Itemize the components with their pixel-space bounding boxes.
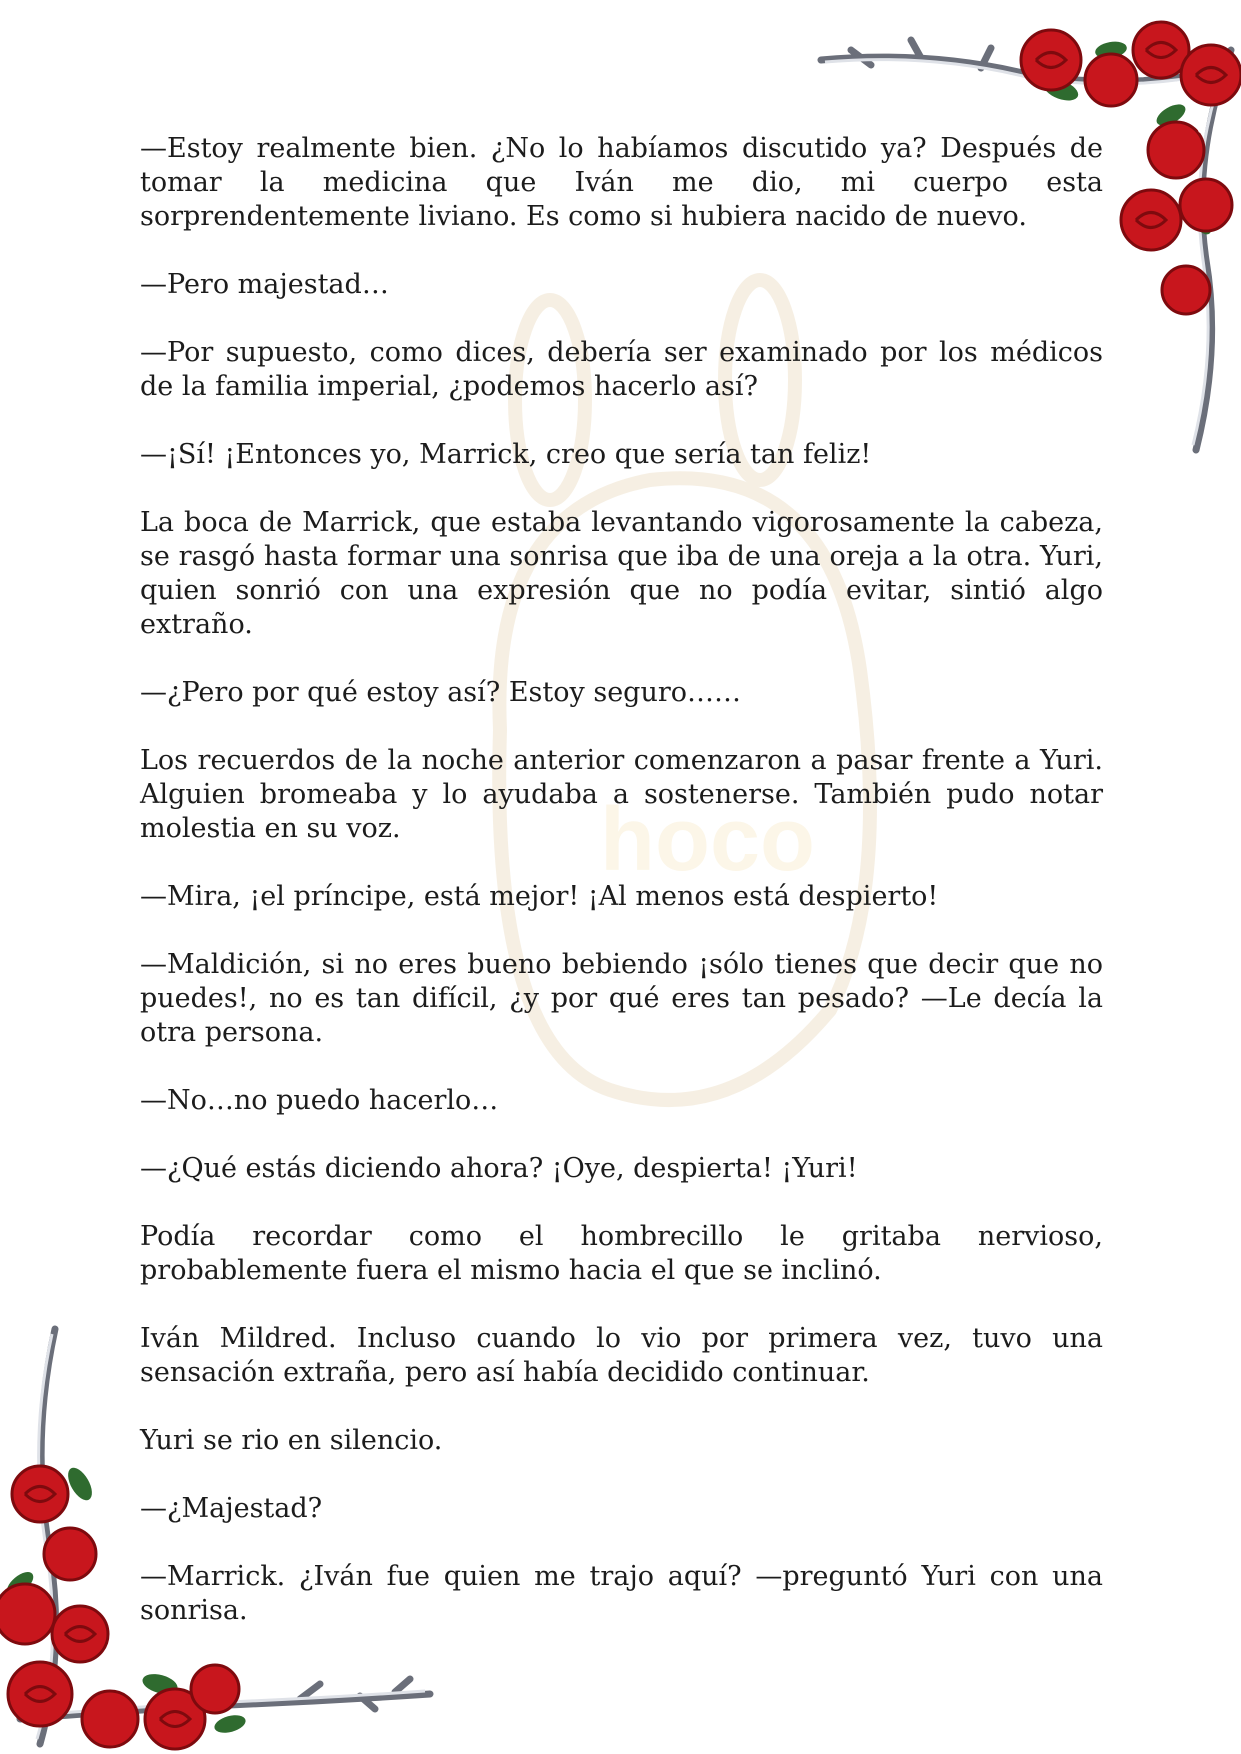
paragraph: Los recuerdos de la noche anterior comenzaron a pasar frente a Yuri. Alguien bromeaba y lo ayudaba a sostenerse. También pudo notar molestia en su voz.	[140, 745, 1103, 844]
paragraph: —¿Pero por qué estoy así? Estoy seguro……	[140, 677, 742, 708]
paragraph: —Estoy realmente bien. ¿No lo habíamos discutido ya? Después de tomar la medicina que Iván me dio, mi cuerpo esta sorprendentemente liviano. Es como si hubiera nacido de nuevo.	[140, 133, 1103, 232]
paragraph: —¿Majestad?	[140, 1493, 323, 1524]
paragraph: Podía recordar como el hombrecillo le gritaba nervioso, probablemente fuera el mismo hacia el que se inclinó.	[140, 1221, 1103, 1286]
paragraph: Yuri se rio en silencio.	[140, 1425, 443, 1456]
paragraph: —¡Sí! ¡Entonces yo, Marrick, creo que sería tan feliz!	[140, 439, 872, 470]
paragraph: —Pero majestad…	[140, 269, 389, 300]
svg-text:hoco: hoco	[600, 790, 815, 890]
paragraph: —Marrick. ¿Iván fue quien me trajo aquí? —preguntó Yuri con una sonrisa.	[140, 1561, 1103, 1626]
paragraph: —Por supuesto, como dices, debería ser examinado por los médicos de la familia imperial, ¿podemos hacerlo así?	[140, 337, 1103, 402]
paragraph: —Mira, ¡el príncipe, está mejor! ¡Al menos está despierto!	[140, 881, 939, 912]
paragraph: La boca de Marrick, que estaba levantando vigorosamente la cabeza, se rasgó hasta formar una sonrisa que iba de una oreja a la otra. Yuri, quien sonrió con una expresión que no podía evitar, sintió algo extraño.	[140, 507, 1103, 640]
paragraph: —No…no puedo hacerlo…	[140, 1085, 499, 1116]
paragraph: Iván Mildred. Incluso cuando lo vio por primera vez, tuvo una sensación extraña, pero así había decidido continuar.	[140, 1323, 1103, 1388]
paragraph: —¿Qué estás diciendo ahora? ¡Oye, despierta! ¡Yuri!	[140, 1153, 858, 1184]
body-text	[140, 132, 1103, 1628]
paragraph: —Maldición, si no eres bueno bebiendo ¡sólo tienes que decir que no puedes!, no es tan difícil, ¿y por qué eres tan pesado? —Le decía la otra persona.	[140, 949, 1103, 1048]
